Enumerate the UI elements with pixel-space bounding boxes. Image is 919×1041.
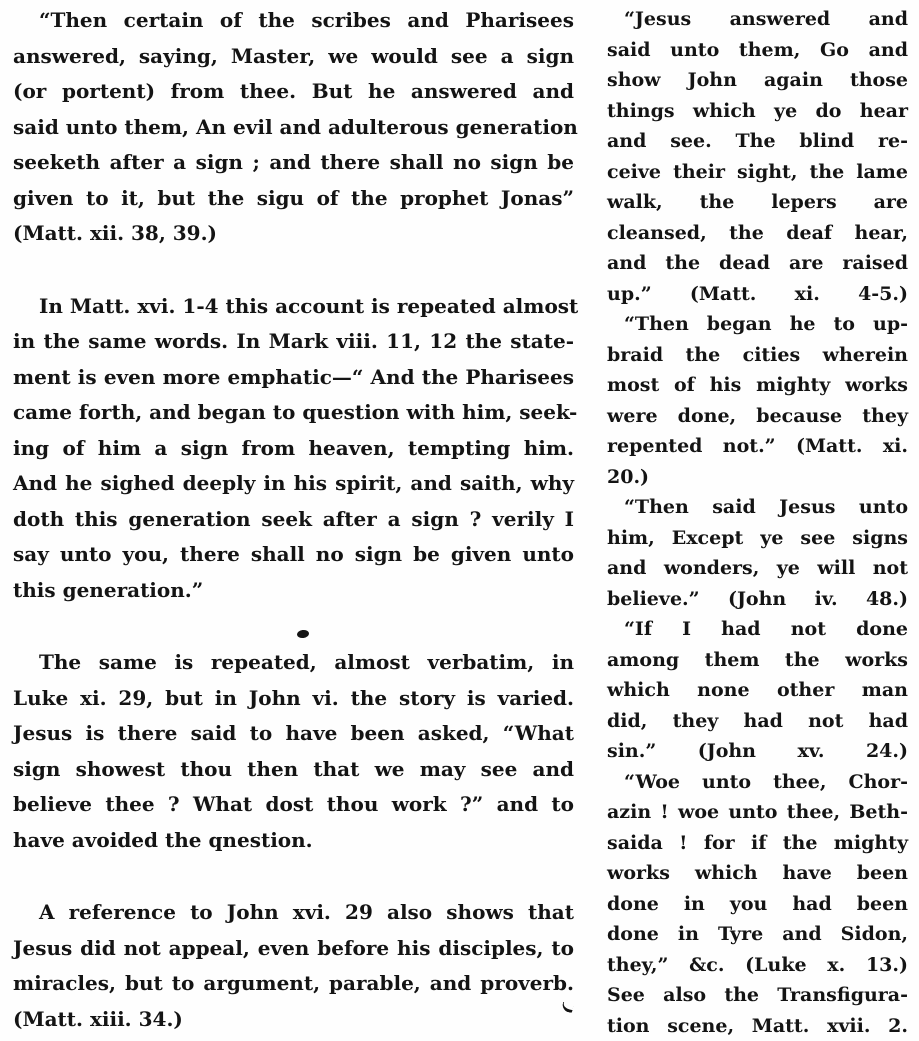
text-line: ment is even more emphatic—“ And the Pharisees bbox=[13, 364, 574, 389]
text-line: cleansed, the deaf hear, bbox=[607, 221, 908, 244]
text-line: “Jesus answered and bbox=[624, 8, 908, 30]
text-line: doth this generation seek after a sign ? verily I bbox=[13, 506, 574, 531]
text-line: among them the works bbox=[607, 648, 908, 671]
text-line: saida ! for if the mighty bbox=[607, 831, 908, 854]
text-line: have avoided the qnestion. bbox=[13, 827, 313, 852]
text-line: In Matt. xvi. 1-4 this account is repeated almost bbox=[39, 293, 579, 318]
text-line: Jesus did not appeal, even before his disciples, to bbox=[13, 935, 574, 960]
text-line: seeketh after a sign ; and there shall no sign be bbox=[13, 150, 574, 174]
paragraph bbox=[607, 614, 908, 767]
text-line: done in you had been bbox=[607, 892, 908, 915]
text-line: miracles, but to argument, parable, and proverb. bbox=[13, 971, 574, 995]
text-line: “Then began he to up- bbox=[624, 313, 908, 335]
text-line: and wonders, ye will not bbox=[607, 557, 908, 579]
text-line: up.” (Matt. xi. 4-5.) bbox=[607, 282, 908, 305]
text-line: Luke xi. 29, but in John vi. the story is varied. bbox=[13, 685, 574, 710]
text-line: said unto them, Go and bbox=[607, 38, 908, 61]
text-line: and see. The blind re- bbox=[607, 130, 908, 152]
left-column bbox=[13, 0, 579, 1037]
text-line: walk, the lepers are bbox=[607, 191, 908, 213]
text-line: braid the cities wherein bbox=[607, 343, 908, 366]
text-line: works which have been bbox=[607, 862, 908, 884]
text-line: See also the Transfigura- bbox=[607, 984, 908, 1006]
text-line: “If I had not done bbox=[624, 618, 908, 640]
text-line: 20.) bbox=[607, 465, 650, 488]
right-column bbox=[607, 0, 908, 1041]
paragraph bbox=[607, 767, 908, 1041]
text-line: A reference to John xvi. 29 also shows that bbox=[39, 900, 574, 924]
text-line: show John again those bbox=[607, 69, 908, 91]
text-line: “Woe unto thee, Chor- bbox=[624, 770, 908, 793]
text-line: (or portent) from thee. But he answered and bbox=[13, 79, 574, 103]
paragraph bbox=[13, 289, 579, 609]
text-line: azin ! woe unto thee, Beth- bbox=[607, 801, 908, 823]
text-line: ing of him a sign from heaven, tempting him. bbox=[13, 435, 574, 460]
paragraph bbox=[13, 3, 578, 252]
text-line: (Matt. xii. 38, 39.) bbox=[13, 221, 218, 245]
text-line: The same is repeated, almost verbatim, in bbox=[39, 650, 574, 674]
text-line: in the same words. In Mark viii. 11, 12 the state- bbox=[13, 329, 574, 353]
text-line: tion scene, Matt. xvii. 2. bbox=[607, 1014, 908, 1037]
text-line: things which ye do hear bbox=[607, 99, 908, 122]
text-line: which none other man bbox=[607, 679, 908, 701]
text-line: him, Except ye see signs bbox=[607, 526, 908, 549]
text-line: given to it, but the sigu of the prophet Jonas” bbox=[13, 185, 574, 210]
text-line: believe thee ? What dost thou work ?” and to bbox=[13, 792, 574, 816]
text-line: sin.” (John xv. 24.) bbox=[607, 740, 908, 762]
paragraph bbox=[13, 895, 574, 1037]
text-line: said unto them, An evil and adulterous generation bbox=[13, 114, 578, 139]
paragraph bbox=[607, 4, 908, 309]
text-line: did, they had not had bbox=[607, 709, 908, 732]
paragraph bbox=[13, 645, 574, 858]
text-line: sign showest thou then that we may see and bbox=[13, 756, 574, 781]
text-line: repented not.” (Matt. xi. bbox=[607, 435, 908, 457]
text-line: “Then said Jesus unto bbox=[624, 496, 908, 518]
text-line: came forth, and began to question with him, seek- bbox=[13, 400, 578, 424]
text-line: say unto you, there shall no sign be given unto bbox=[13, 542, 574, 566]
text-line: answered, saying, Master, we would see a sign bbox=[13, 43, 574, 68]
text-line: And he sighed deeply in his spirit, and saith, why bbox=[13, 471, 574, 495]
text-line: ceive their sight, the lame bbox=[607, 160, 908, 183]
text-line: Jesus is there said to have been asked, “What bbox=[13, 721, 574, 745]
paragraph bbox=[607, 309, 908, 492]
text-line: believe.” (John iv. 48.) bbox=[607, 587, 908, 610]
text-line: most of his mighty works bbox=[607, 374, 908, 396]
text-line: done in Tyre and Sidon, bbox=[607, 923, 908, 945]
paragraph bbox=[607, 492, 908, 614]
text-line: were done, because they bbox=[607, 404, 908, 427]
text-line: they,” &c. (Luke x. 13.) bbox=[607, 953, 908, 976]
text-line: (Matt. xiii. 34.) bbox=[13, 1006, 183, 1031]
text-line: “Then certain of the scribes and Pharisees bbox=[39, 8, 574, 32]
text-line: this generation.” bbox=[13, 577, 204, 602]
text-line: and the dead are raised bbox=[607, 252, 908, 274]
